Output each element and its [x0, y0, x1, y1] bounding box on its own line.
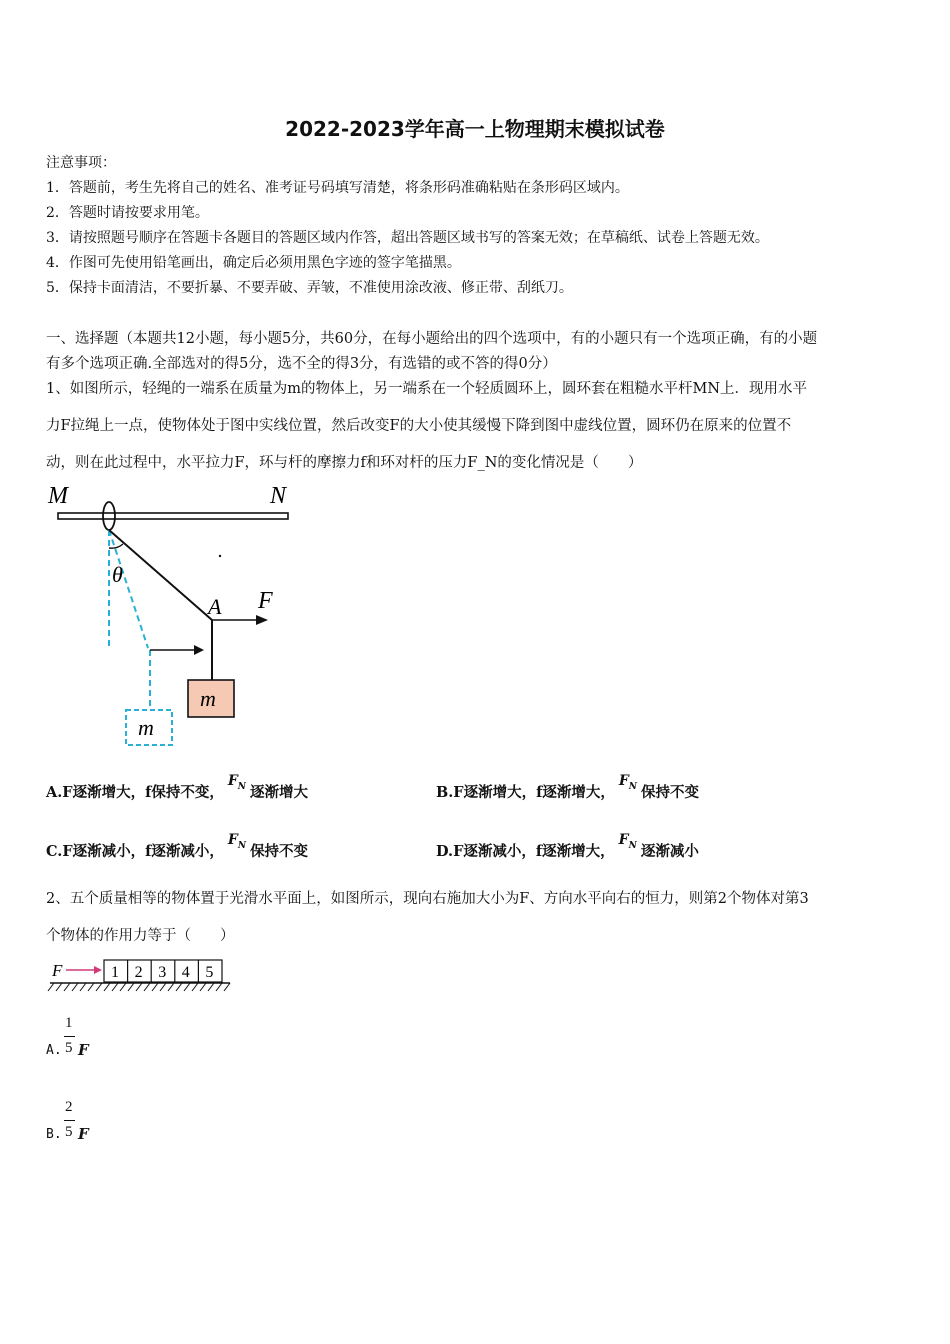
page-title: 2022-2023学年高一上物理期末模拟试卷	[285, 117, 665, 141]
option-text: B.F逐渐增大，f逐渐增大，	[436, 784, 615, 801]
q2-line2: 个物体的作用力等于（ ）	[46, 928, 235, 944]
q1-line1: 1、如图所示，轻绳的一端系在质量为m的物体上，另一端系在一个轻质圆环上，圆环套在粗糙水平杆MN上．现用水平	[46, 381, 808, 397]
q1-option-d	[436, 832, 699, 863]
option-text: 保持不变	[641, 784, 700, 801]
label-m-rod: M	[48, 483, 68, 509]
notice-item: 1．答题前，考生先将自己的姓名、准考证号码填写清楚，将条形码准确粘贴在条形码区域内。	[46, 180, 629, 196]
notice-item: 4．作图可先使用铅笔画出，确定后必须用黑色字迹的签字笔描黑。	[46, 255, 461, 271]
fraction-denominator: 5	[65, 1124, 73, 1140]
option-text: 保持不变	[250, 843, 309, 860]
force-arrow-head	[256, 615, 268, 625]
notice-heading: 注意事项：	[46, 155, 116, 171]
q1-figure	[40, 478, 320, 753]
fn-symbol: $F_N$	[618, 773, 638, 792]
rod-mn	[58, 513, 288, 519]
label-n-rod: N	[270, 483, 287, 509]
option-text: C.F逐渐减小，f逐渐减小，	[46, 843, 224, 860]
option-text: 逐渐增大	[250, 784, 309, 801]
block-5: 5	[205, 964, 214, 981]
notice-item: 2．答题时请按要求用笔。	[46, 205, 209, 221]
q1-line3: 动，则在此过程中，水平拉力F，环与杆的摩擦力f和环对杆的压力F_N的变化情况是（ ）	[46, 455, 643, 471]
fraction-bar	[64, 1120, 75, 1121]
notice-item: 3．请按照题号顺序在答题卡各题目的答题区域内作答，超出答题区域书写的答案无效；在草稿纸、试卷上答题无效。	[46, 230, 769, 246]
option-label: B.	[46, 1127, 62, 1142]
option-variable: F	[78, 1041, 89, 1059]
label-f-q2: F	[52, 961, 63, 980]
block-4: 4	[181, 964, 190, 981]
pink-arrow-head	[94, 966, 102, 974]
q1-line2: 力F拉绳上一点，使物体处于图中实线位置，然后改变F的大小使其缓慢下降到图中虚线位置，圆环仍在原来的位置不	[46, 418, 792, 434]
q2-line1: 2、五个质量相等的物体置于光滑水平面上，如图所示，现向右施加大小为F、方向水平向右的恒力，则第2个物体对第3	[46, 891, 809, 907]
dot	[219, 555, 221, 557]
fn-symbol: $F_N$	[227, 832, 247, 851]
block-3: 3	[158, 964, 167, 981]
fn-symbol: $F_N$	[618, 832, 637, 851]
option-label: A.	[46, 1043, 62, 1058]
option-text: D.F逐渐减小，f逐渐增大，	[436, 843, 615, 860]
option-text: A.F逐渐增大，f保持不变，	[46, 784, 224, 801]
fn-symbol: $F_N$	[227, 773, 247, 792]
section-heading-line2: 有多个选项正确.全部选对的得5分，选不全的得3分，有选错的或不答的得0分）	[46, 356, 557, 372]
option-variable: F	[78, 1125, 89, 1143]
block-2: 2	[134, 964, 143, 981]
label-a: A	[208, 594, 222, 619]
notice-item: 5．保持卡面清洁，不要折暴、不要弄破、弄皱，不准使用涂改液、修正带、刮纸刀。	[46, 280, 573, 296]
q1-option-b	[436, 773, 700, 804]
option-text: 逐渐减小	[640, 843, 699, 860]
block-1: 1	[111, 964, 119, 981]
label-m-solid: m	[200, 686, 216, 711]
q2-figure	[46, 955, 236, 997]
fraction-denominator: 5	[65, 1040, 73, 1056]
solid-rope	[109, 530, 212, 620]
fraction-bar	[64, 1036, 75, 1037]
fraction-numerator: 2	[65, 1099, 73, 1115]
theta-arc	[109, 544, 123, 548]
label-f: F	[258, 588, 273, 614]
arrow-middle-head	[194, 645, 204, 655]
label-m-dashed: m	[138, 715, 154, 740]
section-heading-line1: 一、选择题（本题共12小题，每小题5分，共60分，在每小题给出的四个选项中，有的小题只有一个选项正确，有的小题	[46, 331, 818, 347]
q1-option-a	[46, 773, 309, 804]
ground-hatch	[48, 983, 230, 991]
label-theta: θ	[112, 562, 123, 587]
fraction-numerator: 1	[65, 1015, 73, 1031]
q1-option-c	[46, 832, 309, 863]
